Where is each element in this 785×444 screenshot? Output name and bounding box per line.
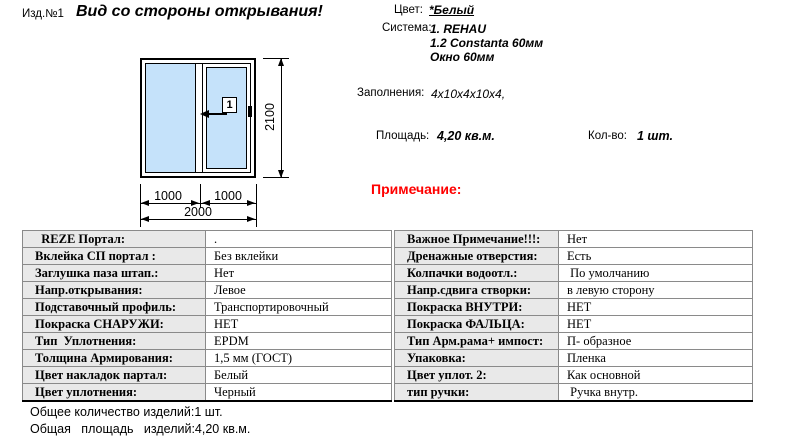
spec-label: Тип Арм.рама+ импост: (395, 333, 559, 350)
spec-label: REZE Портал: (23, 231, 206, 248)
dim-line-total (140, 219, 256, 220)
note-heading: Примечание: (371, 181, 462, 197)
spec-label: Тип Уплотнения: (23, 333, 206, 350)
table-row (23, 350, 392, 367)
spec-value: 1,5 мм (ГОСТ) (206, 350, 392, 367)
dim-height-text: 2100 (263, 103, 277, 131)
color-value: *Белый (429, 3, 475, 17)
area-value: 4,20 кв.м. (437, 129, 495, 143)
view-title: Вид со стороны открывания! (76, 3, 323, 20)
table-row (23, 367, 392, 384)
spec-label: Толщина Армирования: (23, 350, 206, 367)
spec-value: в левую сторону (559, 282, 753, 299)
table-row (395, 248, 753, 265)
spec-value: EPDM (206, 333, 392, 350)
spec-table-right (394, 230, 753, 402)
sliding-sash (203, 64, 250, 172)
dim-ext-right (256, 184, 257, 227)
total-area-line: Общая площадь изделий:4,20 кв.м. (30, 422, 251, 436)
table-row (23, 316, 392, 333)
spec-label: Вклейка СП портал : (23, 248, 206, 265)
spec-value: Нет (206, 265, 392, 282)
total-quantity-line: Общее количество изделий:1 шт. (30, 405, 223, 419)
window-frame-inner (145, 63, 251, 173)
spec-label: Колпачки водоотл.: (395, 265, 559, 282)
arrow-head-left-icon (200, 110, 209, 118)
dim-arrow-down-icon (278, 170, 284, 178)
dim-right-text: 1000 (214, 189, 242, 203)
spec-table-left (22, 230, 392, 402)
spec-value: Пленка (559, 350, 753, 367)
fixed-pane-glass (146, 64, 195, 172)
spec-value: НЕТ (206, 316, 392, 333)
spec-label: Цвет уплотнения: (23, 384, 206, 402)
spec-value: Левое (206, 282, 392, 299)
table-row (395, 367, 753, 384)
spec-value: Есть (559, 248, 753, 265)
sash-handle (248, 106, 252, 117)
quantity-value: 1 шт. (637, 129, 673, 143)
filling-value: 4x10x4x10x4, (431, 87, 506, 101)
spec-label: Напр.сдвига створки: (395, 282, 559, 299)
spec-value: . (206, 231, 392, 248)
spec-label: Заглушка паза штап.: (23, 265, 206, 282)
table-row (23, 299, 392, 316)
spec-value: Без вклейки (206, 248, 392, 265)
dim-ext-bottom (263, 177, 289, 178)
spec-value: Ручка внутр. (559, 384, 753, 402)
spec-value: Белый (206, 367, 392, 384)
open-direction-arrow (208, 113, 227, 115)
spec-label: Покраска СНАРУЖИ: (23, 316, 206, 333)
filling-label: Заполнения: (357, 87, 425, 99)
spec-label: Покраска ФАЛЬЦА: (395, 316, 559, 333)
sash-glass (206, 67, 247, 169)
sash-number-badge: 1 (222, 97, 237, 113)
window-frame (140, 58, 256, 178)
table-row (395, 350, 753, 367)
color-label: Цвет: (394, 4, 423, 16)
table-row (23, 231, 392, 248)
spec-value: Как основной (559, 367, 753, 384)
spec-label: Важное Примечание!!!: (395, 231, 559, 248)
dim-arrow-icon (247, 216, 255, 222)
dim-arrow-up-icon (278, 58, 284, 66)
system-line-1: 1. REHAU (430, 22, 487, 36)
table-row (23, 282, 392, 299)
spec-value: Черный (206, 384, 392, 402)
spec-value: По умолчанию (559, 265, 753, 282)
dim-total-text: 2000 (184, 205, 212, 219)
table-row (395, 384, 753, 402)
dim-ext-top (263, 58, 289, 59)
area-label: Площадь: (376, 130, 430, 142)
table-row (395, 316, 753, 333)
mullion (195, 64, 203, 172)
table-row (23, 384, 392, 402)
system-line-2: 1.2 Constanta 60мм (430, 36, 544, 50)
table-row (395, 282, 753, 299)
table-row (23, 248, 392, 265)
table-row (395, 265, 753, 282)
system-label: Система: (382, 22, 432, 34)
spec-value: Нет (559, 231, 753, 248)
item-number: Изд.№1 (22, 8, 64, 20)
spec-value: П- образное (559, 333, 753, 350)
spec-label: тип ручки: (395, 384, 559, 402)
spec-value: НЕТ (559, 316, 753, 333)
spec-label: Подставочный профиль: (23, 299, 206, 316)
spec-value: Транспортировочный (206, 299, 392, 316)
spec-label: Упаковка: (395, 350, 559, 367)
dim-arrow-icon (141, 216, 149, 222)
table-row (395, 299, 753, 316)
dim-left-text: 1000 (154, 189, 182, 203)
dim-line-height (281, 58, 282, 178)
table-row (23, 333, 392, 350)
spec-label: Дренажные отверстия: (395, 248, 559, 265)
system-line-3: Окно 60мм (430, 50, 495, 64)
spec-label: Цвет накладок партал: (23, 367, 206, 384)
quantity-label: Кол-во: (588, 130, 627, 142)
spec-label: Напр.открывания: (23, 282, 206, 299)
spec-value: НЕТ (559, 299, 753, 316)
table-row (395, 231, 753, 248)
spec-label: Цвет уплот. 2: (395, 367, 559, 384)
table-row (23, 265, 392, 282)
table-row (395, 333, 753, 350)
spec-label: Покраска ВНУТРИ: (395, 299, 559, 316)
